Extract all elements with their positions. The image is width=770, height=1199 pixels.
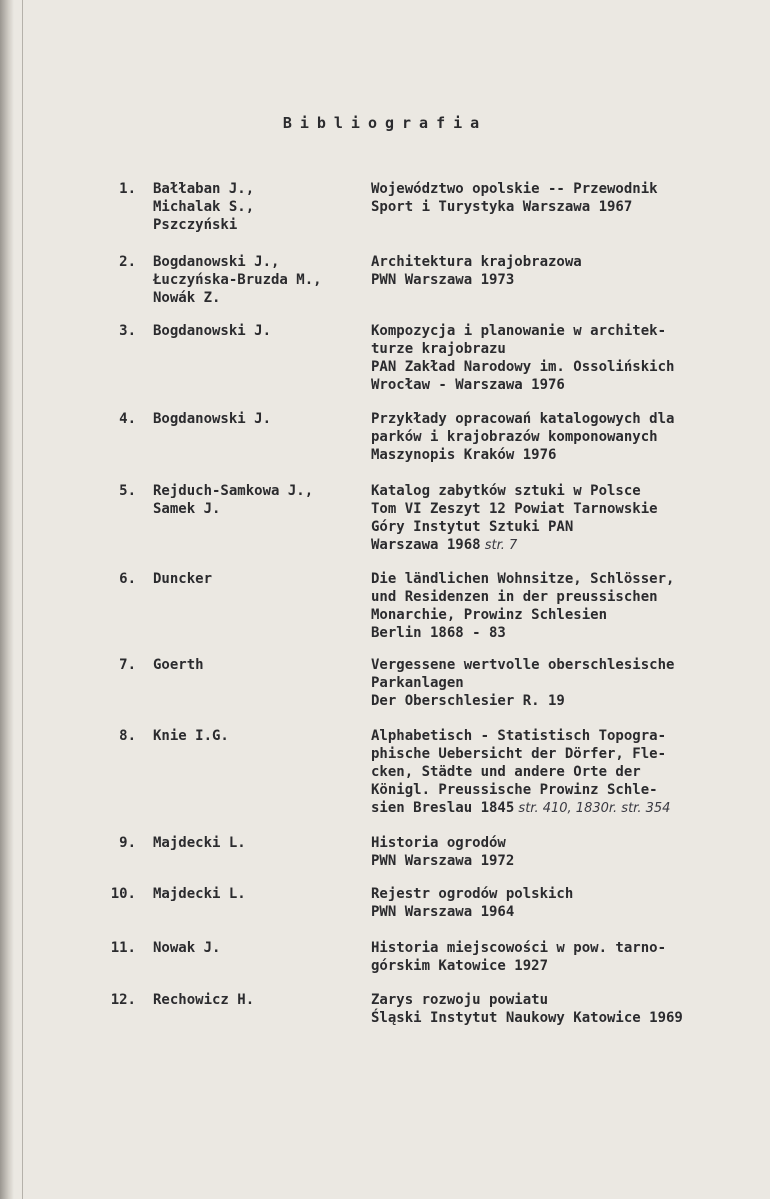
work-line: Der Oberschlesier R. 19 (371, 693, 565, 709)
work-line: Rejestr ogrodów polskich (371, 886, 574, 902)
author-line: Pszczyński (153, 217, 238, 233)
entry-work (371, 727, 766, 818)
work-line: turze krajobrazu (371, 341, 506, 357)
work-line: PWN Warszawa 1972 (371, 853, 515, 869)
entry-authors (153, 322, 368, 340)
entry-authors (153, 410, 368, 428)
work-line: Zarys rozwoju powiatu (371, 992, 549, 1008)
work-line: Warszawa 1968 str. 7 (371, 537, 518, 553)
entry-number: 3. (119, 323, 136, 339)
work-line: Die ländlichen Wohnsitze, Schlösser, (371, 571, 675, 587)
entry-authors (153, 482, 368, 518)
entry-work (371, 410, 766, 464)
author-line: Samek J. (153, 501, 221, 517)
entry-authors (153, 727, 368, 745)
entry-work (371, 180, 766, 216)
work-line: Historia ogrodów (371, 835, 506, 851)
entry-number: 5. (119, 483, 136, 499)
work-line: Architektura krajobrazowa (371, 254, 582, 270)
work-line: und Residenzen in der preussischen (371, 589, 658, 605)
work-line: Königl. Preussische Prowinz Schle- (371, 782, 658, 798)
work-line: Parkanlagen (371, 675, 464, 691)
page-binding-edge (0, 0, 14, 1199)
entry-work (371, 991, 766, 1027)
entry-work (371, 834, 766, 870)
author-line: Bogdanowski J. (153, 323, 272, 339)
author-line: Nowak J. (153, 940, 221, 956)
entry-authors (153, 656, 368, 674)
entry-work (371, 482, 766, 555)
entry-work (371, 322, 766, 394)
work-line: Berlin 1868 - 83 (371, 625, 506, 641)
work-line: Kompozycja i planowanie w architek- (371, 323, 667, 339)
entry-authors (153, 885, 368, 903)
author-line: Bogdanowski J. (153, 411, 272, 427)
entry-authors (153, 939, 368, 957)
entry-number: 10. (110, 886, 136, 902)
author-line: Duncker (153, 571, 213, 587)
work-line: Województwo opolskie -- Przewodnik (371, 181, 658, 197)
author-line: Łuczyńska-Bruzda M., (153, 272, 322, 288)
entry-authors (153, 570, 368, 588)
entry-number: 2. (119, 254, 136, 270)
entry-number: 7. (119, 657, 136, 673)
work-line: Maszynopis Kraków 1976 (371, 447, 557, 463)
entry-number: 12. (110, 992, 136, 1008)
page-binding-line (22, 0, 23, 1199)
work-line: PAN Zakład Narodowy im. Ossolińskich (371, 359, 675, 375)
work-line: Historia miejscowości w pow. tarno- (371, 940, 667, 956)
entry-authors (153, 834, 368, 852)
author-line: Rejduch-Samkowa J., (153, 483, 314, 499)
handwritten-note: str. 7 (480, 538, 518, 553)
work-line: górskim Katowice 1927 (371, 958, 549, 974)
entry-number: 1. (119, 181, 136, 197)
entry-number: 9. (119, 835, 136, 851)
entry-work (371, 570, 766, 642)
entry-number: 4. (119, 411, 136, 427)
entry-number: 8. (119, 728, 136, 744)
entry-number: 11. (110, 940, 136, 956)
author-line: Bałłaban J., (153, 181, 255, 197)
work-line: parków i krajobrazów komponowanych (371, 429, 658, 445)
work-line: sien Breslau 1845 str. 410, 1830r. str. 354 (371, 800, 671, 816)
author-line: Knie I.G. (153, 728, 229, 744)
author-line: Goerth (153, 657, 204, 673)
entry-authors (153, 180, 368, 234)
work-line: Śląski Instytut Naukowy Katowice 1969 (371, 1010, 683, 1026)
work-line: Góry Instytut Sztuki PAN (371, 519, 574, 535)
entry-authors (153, 253, 368, 307)
work-line: PWN Warszawa 1964 (371, 904, 515, 920)
entry-work (371, 939, 766, 975)
work-line: Sport i Turystyka Warszawa 1967 (371, 199, 633, 215)
work-line: Katalog zabytków sztuki w Polsce (371, 483, 641, 499)
work-line: Przykłady opracowań katalogowych dla (371, 411, 675, 427)
author-line: Rechowicz H. (153, 992, 255, 1008)
work-line: Vergessene wertvolle oberschlesische (371, 657, 675, 673)
entry-work (371, 885, 766, 921)
author-line: Nowák Z. (153, 290, 221, 306)
entry-authors (153, 991, 368, 1009)
author-line: Michalak S., (153, 199, 255, 215)
work-line: PWN Warszawa 1973 (371, 272, 515, 288)
work-line: Wrocław - Warszawa 1976 (371, 377, 565, 393)
author-line: Majdecki L. (153, 835, 246, 851)
entry-number: 6. (119, 571, 136, 587)
entry-work (371, 253, 766, 289)
author-line: Bogdanowski J., (153, 254, 280, 270)
handwritten-note: str. 410, 1830r. str. 354 (514, 801, 671, 816)
entry-work (371, 656, 766, 710)
work-line: phische Uebersicht der Dörfer, Fle- (371, 746, 667, 762)
author-line: Majdecki L. (153, 886, 246, 902)
work-line: cken, Städte und andere Orte der (371, 764, 641, 780)
work-line: Monarchie, Prowinz Schlesien (371, 607, 608, 623)
work-line: Tom VI Zeszyt 12 Powiat Tarnowskie (371, 501, 658, 517)
work-line: Alphabetisch - Statistisch Topogra- (371, 728, 667, 744)
page-title: Bibliografia (282, 114, 488, 132)
